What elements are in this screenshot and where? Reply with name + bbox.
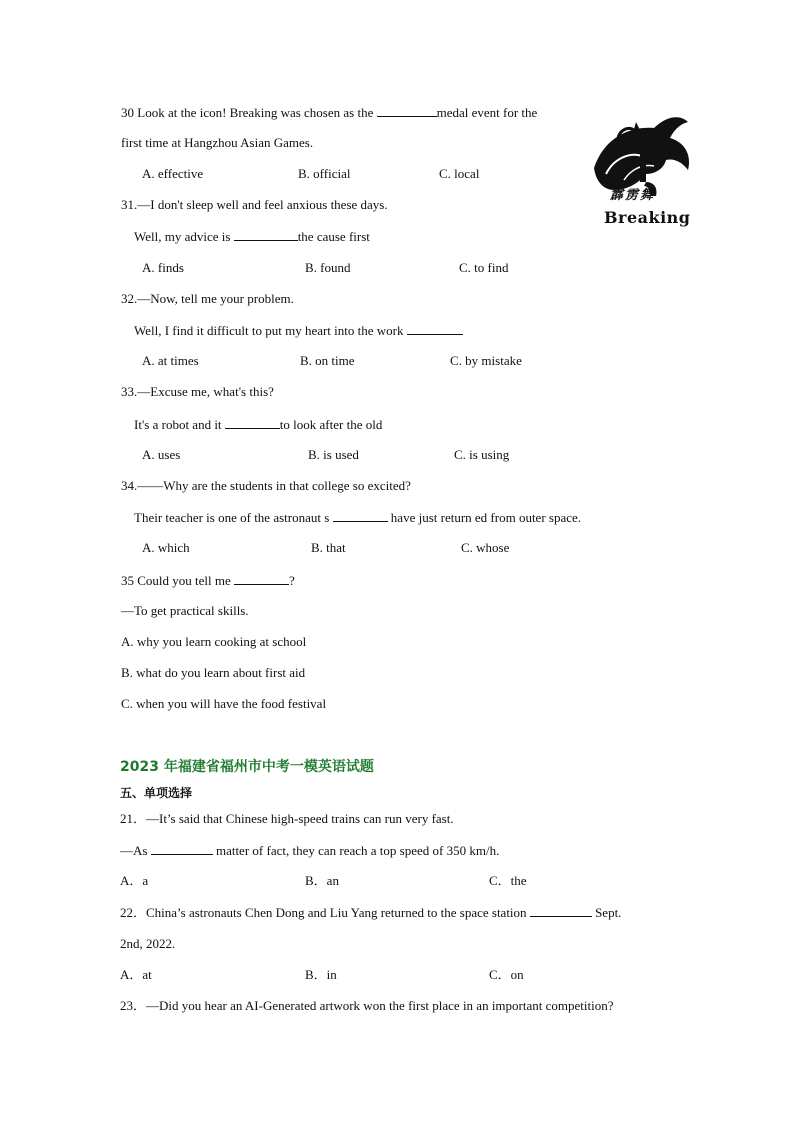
q35-option-b[interactable]: B. what do you learn about first aid	[121, 665, 306, 680]
q34-option-c[interactable]: C. whose	[461, 540, 510, 555]
q21-stem-line2	[120, 842, 499, 859]
q30-text-b: medal event for the	[436, 105, 538, 120]
q22-option-c[interactable]: C．on	[489, 967, 524, 982]
q31-blank[interactable]	[234, 228, 298, 241]
q32-option-b[interactable]: B. on time	[300, 353, 355, 368]
q21-blank[interactable]	[151, 842, 213, 855]
q32-stem-line2	[134, 322, 463, 339]
q33-stem-line1: 33.—Excuse me, what's this?	[121, 384, 274, 399]
q33-text-b: to look after the old	[279, 417, 383, 432]
q31-text-b: the cause first	[297, 229, 370, 244]
q21-stem-line1: 21．—It’s said that Chinese high-speed trains can run very fast.	[120, 811, 454, 826]
q34-stem-line1: 34.——Why are the students in that college so excited?	[121, 478, 411, 493]
q34-stem-line2	[134, 509, 581, 526]
q23-stem-line1: 23．—Did you hear an AI-Generated artwork won the first place in an important competition?	[120, 998, 614, 1013]
logo-caption: Breaking	[604, 208, 691, 227]
q30-stem-line2: first time at Hangzhou Asian Games.	[121, 135, 314, 150]
q33-option-b[interactable]: B. is used	[308, 447, 359, 462]
q35-stem-line1	[121, 572, 295, 589]
q33-stem-line2	[134, 416, 382, 433]
q33-blank[interactable]	[225, 416, 280, 429]
logo-chinese-text: 霹雳舞	[610, 188, 656, 203]
q33-option-a[interactable]: A. uses	[142, 447, 181, 462]
q22-option-b[interactable]: B．in	[305, 967, 337, 982]
q21-option-c[interactable]: C．the	[489, 873, 527, 888]
q34-text-b: have just return ed from outer space.	[387, 510, 582, 525]
section-subtitle: 五、单项选择	[120, 786, 193, 800]
q33-text-a: It's a robot and it	[134, 417, 225, 432]
q31-option-c[interactable]: C. to find	[459, 260, 509, 275]
q35-option-a[interactable]: A. why you learn cooking at school	[121, 634, 307, 649]
q32-option-c[interactable]: C. by mistake	[450, 353, 522, 368]
q31-stem-line1: 31.—I don't sleep well and feel anxious these days.	[121, 197, 388, 212]
breaking-logo-image	[584, 108, 694, 236]
q34-option-a[interactable]: A. which	[142, 540, 190, 555]
q22-text-a: 22．China’s astronauts Chen Dong and Liu Yang returned to the space station	[120, 905, 530, 920]
q21-text-a: —As	[120, 843, 151, 858]
q34-text-a: Their teacher is one of the astronaut s	[134, 510, 333, 525]
q31-option-b[interactable]: B. found	[305, 260, 351, 275]
q34-blank[interactable]	[333, 509, 388, 522]
q35-text-a: 35 Could you tell me	[121, 573, 235, 588]
q22-option-a[interactable]: A．at	[120, 967, 152, 982]
q31-text-a: Well, my advice is	[134, 229, 234, 244]
q21-option-a[interactable]: A．a	[120, 873, 149, 888]
q35-text-b: ?	[289, 573, 295, 588]
q32-blank[interactable]	[407, 322, 463, 335]
q30-option-c[interactable]: C. local	[439, 166, 480, 181]
q31-option-a[interactable]: A. finds	[142, 260, 184, 275]
q21-text-b: matter of fact, they can reach a top speed of 350 km/h.	[212, 843, 500, 858]
q21-option-b[interactable]: B．an	[305, 873, 339, 888]
q34-option-b[interactable]: B. that	[311, 540, 346, 555]
section-title: 2023 年福建省福州市中考一模英语试题	[120, 759, 374, 775]
q22-stem-line2: 2nd, 2022.	[120, 936, 176, 951]
q30-text-a: 30 Look at the icon! Breaking was chosen as the	[121, 105, 377, 120]
q35-blank[interactable]	[234, 572, 289, 585]
q22-stem-line1	[120, 904, 621, 921]
q30-blank[interactable]	[377, 104, 437, 117]
q30-stem-line1	[121, 104, 537, 121]
q30-option-b[interactable]: B. official	[298, 166, 351, 181]
q32-stem-line1: 32.—Now, tell me your problem.	[121, 291, 294, 306]
q35-option-c[interactable]: C. when you will have the food festival	[121, 696, 327, 711]
q33-option-c[interactable]: C. is using	[454, 447, 510, 462]
q35-stem-line2: —To get practical skills.	[121, 603, 249, 618]
q32-text-a: Well, I find it difficult to put my heart into the work	[134, 323, 407, 338]
q30-option-a[interactable]: A. effective	[142, 166, 204, 181]
q31-stem-line2	[134, 228, 370, 245]
q32-option-a[interactable]: A. at times	[142, 353, 199, 368]
q22-text-b: Sept.	[591, 905, 622, 920]
q22-blank[interactable]	[530, 904, 592, 917]
